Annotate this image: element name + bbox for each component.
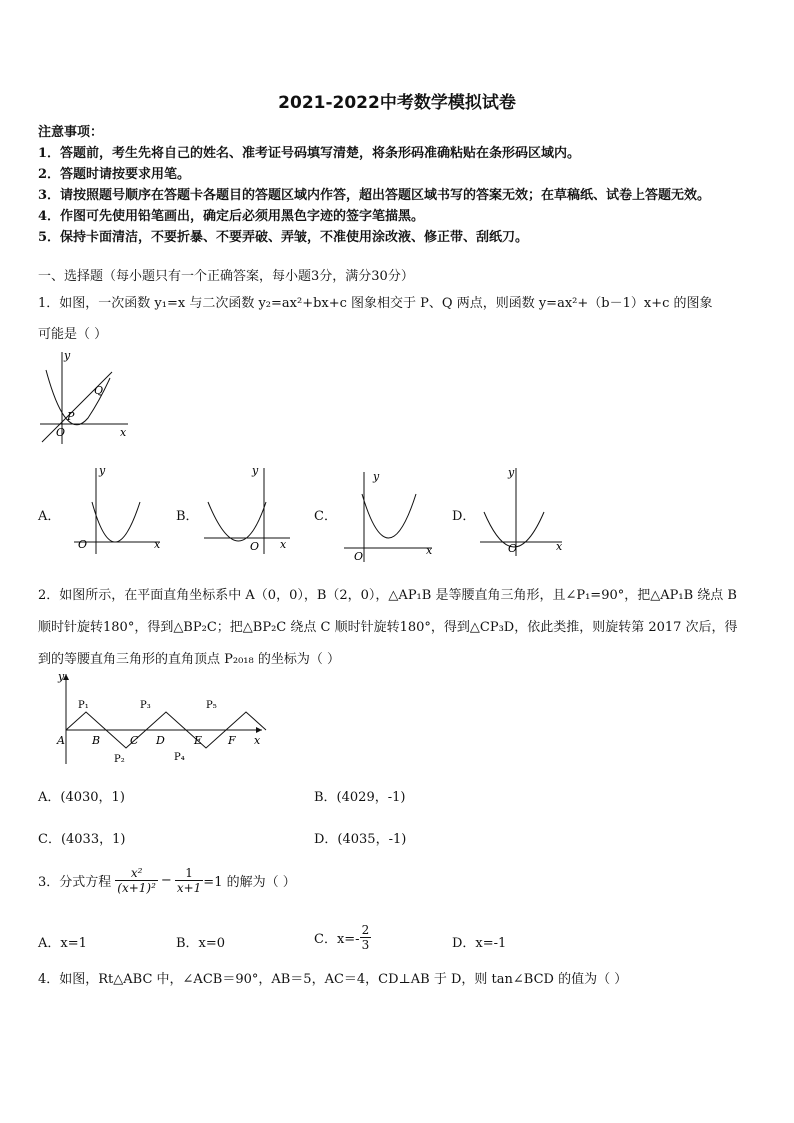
fraction-2-denominator: x+1	[176, 881, 202, 895]
graph-x-label: x	[280, 538, 287, 551]
graph-x-label: x	[154, 538, 161, 551]
option-a[interactable]: A．(4030，1)	[38, 790, 125, 805]
q1-main-x-label: x	[120, 426, 127, 439]
q2-point-e: E	[194, 734, 203, 747]
option-b[interactable]: B．	[176, 509, 199, 524]
q2-point-c: C	[130, 734, 139, 747]
q2-zigzag-figure	[52, 670, 266, 766]
notice-item: 3．请按照题号顺序在答题卡各题目的答题区域内作答，超出答题区域书写的答案无效；在草稿纸、试卷上答题无效。	[38, 188, 711, 203]
q2-point-a: A	[57, 734, 65, 747]
graph-origin-label: O	[250, 540, 260, 553]
graph-origin-label: O	[354, 550, 364, 563]
q1-main-origin-label: O	[56, 426, 66, 439]
q2-point-p5: P₅	[206, 700, 217, 711]
q1-main-y-label: y	[64, 349, 71, 362]
fraction-1-numerator: x²	[115, 866, 158, 881]
question-4-text: 4．如图，Rt△ABC 中，∠ACB＝90°，AB＝5，AC＝4，CD⊥AB 于 D，则 tan∠BCD 的值为（ ）	[38, 972, 628, 987]
fraction-2-numerator: 1	[175, 866, 203, 881]
graph-origin-label: O	[508, 542, 518, 555]
question-2-text: 2．如图所示，在平面直角坐标系中 A（0，0），B（2，0），△AP₁B 是等腰直角三角形，且∠P₁=90°，把△AP₁B 绕点 B	[38, 588, 737, 603]
question-1-text-cont: 可能是（ ）	[38, 327, 108, 342]
question-2-text-cont: 顺时针旋转180°，得到△BP₂C；把△BP₂C 绕点 C 顺时针旋转180°，得到△CP₃D，依此类推，则旋转第 2017 次后，得	[38, 620, 738, 635]
q2-point-p4: P₄	[174, 752, 185, 763]
option-c[interactable]	[314, 923, 371, 952]
question-1-text: 1．如图，一次函数 y₁=x 与二次函数 y₂=ax²+bx+c 图象相交于 P、Q 两点，则函数 y=ax²+（b－1）x+c 的图象	[38, 296, 713, 311]
question-3-suffix: =1 的解为（ ）	[203, 875, 296, 890]
question-2-text-cont: 到的等腰直角三角形的直角顶点 P₂₀₁₈ 的坐标为（ ）	[38, 652, 340, 667]
fraction-1-denominator: (x+1)²	[117, 881, 156, 895]
q2-point-p2: P₂	[114, 754, 125, 765]
graph-y-label: y	[508, 466, 515, 479]
option-b-graph	[200, 462, 300, 558]
notice-item: 1．答题前，考生先将自己的姓名、准考证号码填写清楚，将条形码准确粘贴在条形码区域内。	[38, 146, 581, 161]
option-d-graph	[476, 462, 576, 558]
graph-y-label: y	[99, 464, 106, 477]
graph-x-label: x	[426, 544, 433, 557]
option-b[interactable]: B．x=0	[176, 936, 226, 951]
option-c-graph	[340, 466, 440, 562]
q1-main-q-label: Q	[94, 384, 104, 397]
graph-y-label: y	[373, 470, 380, 483]
option-c-label: C．x=-	[314, 932, 360, 947]
minus-sign: −	[160, 873, 172, 888]
q1-main-p-label: P	[67, 410, 75, 423]
notice-item: 5．保持卡面清洁，不要折暴、不要弄破、弄皱，不准使用涂改液、修正带、刮纸刀。	[38, 230, 529, 245]
section-heading: 一、选择题（每小题只有一个正确答案，每小题3分，满分30分）	[38, 269, 414, 284]
page-title: 2021-2022中考数学模拟试卷	[278, 93, 516, 113]
q2-point-f: F	[228, 734, 236, 747]
option-b[interactable]: B．(4029，-1)	[314, 790, 406, 805]
option-d[interactable]: D．	[452, 509, 476, 524]
q2-point-d: D	[156, 734, 165, 747]
option-c[interactable]: C．	[314, 509, 337, 524]
option-c-numerator: 2	[361, 923, 370, 937]
q1-main-figure	[36, 348, 136, 448]
notice-item: 2．答题时请按要求用笔。	[38, 167, 191, 182]
question-3-prefix: 3．分式方程	[38, 875, 112, 890]
fraction-1	[115, 866, 158, 895]
question-3-text	[38, 866, 296, 895]
graph-origin-label: O	[78, 538, 88, 551]
graph-y-label: y	[252, 464, 259, 477]
q2-x-label: x	[254, 734, 261, 747]
option-c[interactable]: C．(4033，1)	[38, 832, 126, 847]
q2-point-b: B	[92, 734, 101, 747]
notice-item: 4．作图可先使用铅笔画出，确定后必须用黑色字迹的签字笔描黑。	[38, 209, 425, 224]
q2-point-p3: P₃	[140, 700, 151, 711]
fraction-2	[175, 866, 203, 895]
q2-y-label: y	[58, 670, 65, 683]
option-a[interactable]: A．x=1	[38, 936, 87, 951]
option-d[interactable]: D．x=-1	[452, 936, 507, 951]
option-c-fraction	[360, 923, 372, 952]
q2-point-p1: P₁	[78, 700, 89, 711]
graph-x-label: x	[556, 540, 563, 553]
notice-heading: 注意事项：	[38, 125, 104, 140]
option-d[interactable]: D．(4035，-1)	[314, 832, 407, 847]
option-c-denominator: 3	[361, 938, 370, 952]
option-a-graph	[70, 462, 170, 558]
option-a[interactable]: A．	[38, 509, 61, 524]
